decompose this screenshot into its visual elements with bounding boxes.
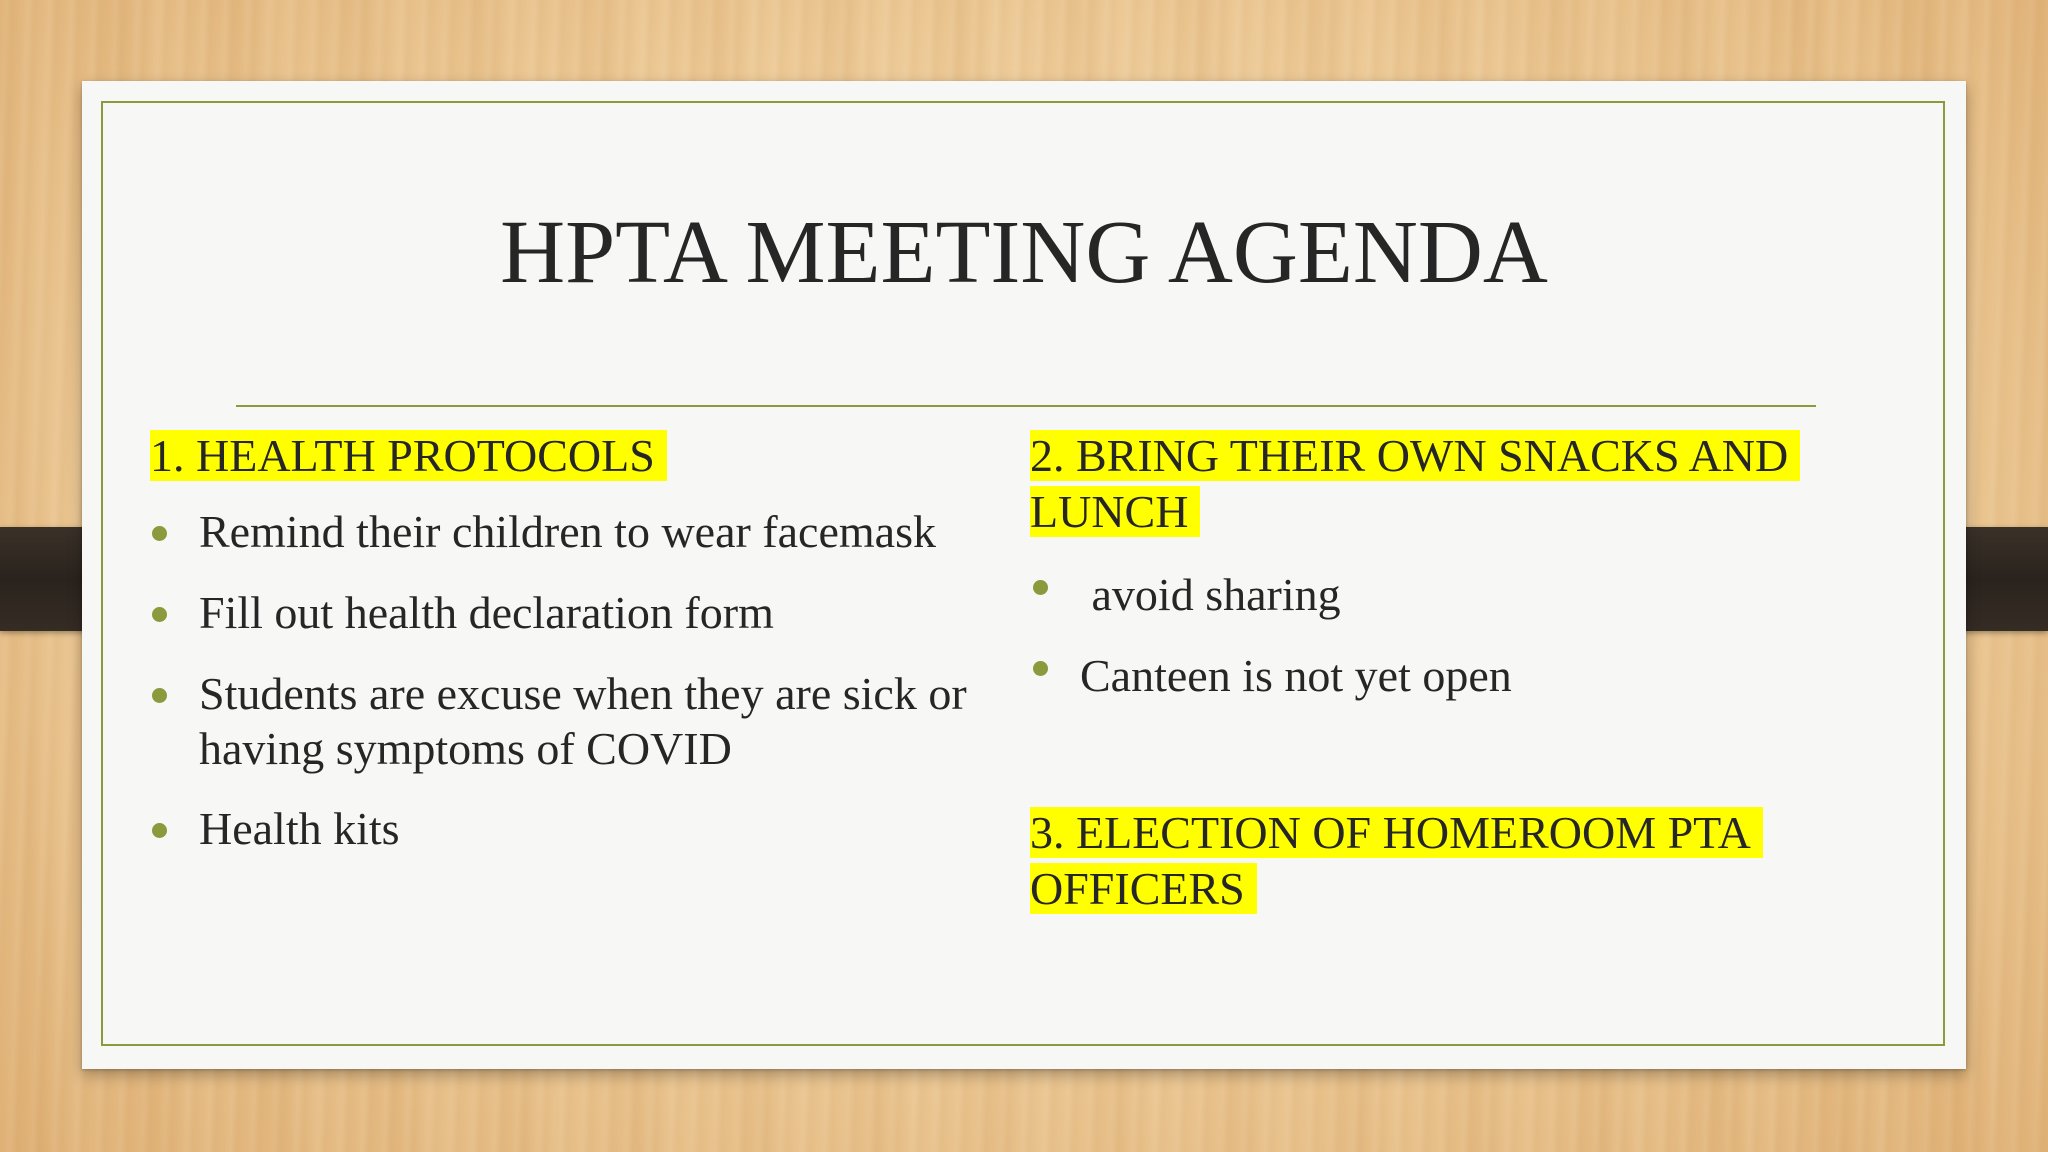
list-item: Remind their children to wear facemask [199, 506, 936, 557]
section-3-heading-line2: OFFICERS [1030, 863, 1257, 914]
list-item: Canteen is not yet open [1080, 650, 1512, 701]
bullet-dot-icon [152, 526, 167, 541]
title-divider [236, 405, 1816, 407]
bullet-dot-icon [152, 688, 167, 703]
bullet-dot-icon [1033, 661, 1048, 676]
section-3-heading [1030, 805, 1763, 917]
list-item: Health kits [199, 803, 400, 854]
list-item: Fill out health declaration form [199, 587, 774, 638]
section-2-heading-line1: 2. BRING THEIR OWN SNACKS AND [1030, 430, 1800, 481]
slide [82, 81, 1966, 1069]
bullet-dot-icon [152, 823, 167, 838]
bullet-dot-icon [152, 607, 167, 622]
section-3-heading-line1: 3. ELECTION OF HOMEROOM PTA [1030, 807, 1763, 858]
section-2-heading-line2: LUNCH [1030, 486, 1200, 537]
list-item: avoid sharing [1080, 569, 1341, 620]
list-item-continuation: having symptoms of COVID [199, 723, 732, 774]
section-2-heading [1030, 428, 1800, 540]
bullet-dot-icon [1033, 580, 1048, 595]
section-1-heading [150, 428, 667, 484]
list-item: Students are excuse when they are sick or [199, 668, 967, 719]
section-1-heading-text: 1. HEALTH PROTOCOLS [150, 430, 667, 481]
slide-title: HPTA MEETING AGENDA [500, 203, 1548, 302]
